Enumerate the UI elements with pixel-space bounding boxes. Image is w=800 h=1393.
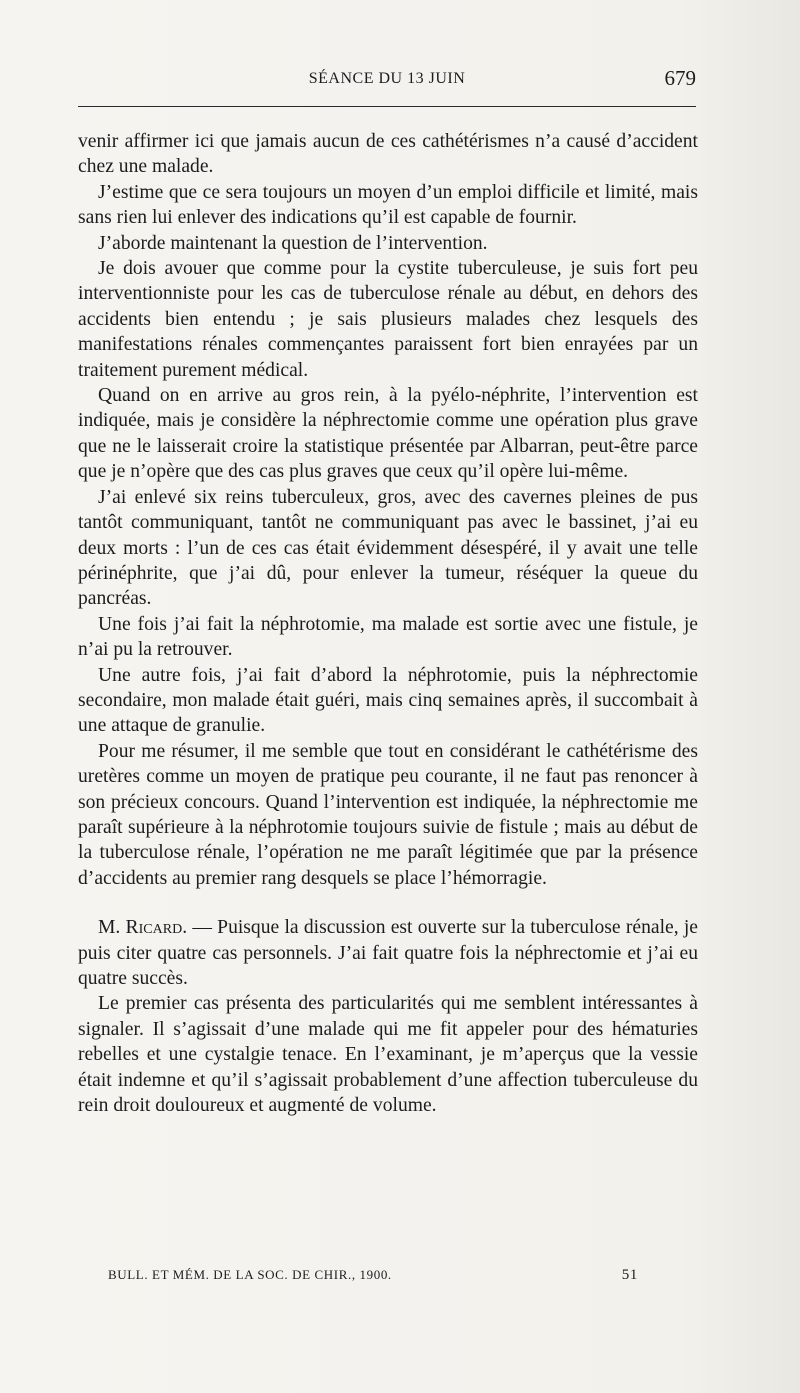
page-footer — [108, 1267, 638, 1289]
paragraph: Le premier cas présenta des particularités qui me semblent intéressantes à signaler. Il s’agissait d’une malade qui me fit appeler pour des hématuries rebelles et une cystalgie tenace. En l’examinant, je m’aperçus que la vessie était indemne et qu’il s’agissait probablement d’une affection tuberculeuse du rein droit douloureux et augmenté de volume. — [78, 993, 698, 1117]
ricard-paragraph — [78, 915, 698, 991]
header-rule — [78, 106, 696, 107]
paragraph: venir affirmer ici que jamais aucun de ces cathétérismes n’a causé d’accident chez une malade. — [78, 131, 698, 178]
paragraph: J’aborde maintenant la question de l’intervention. — [98, 232, 488, 254]
running-title: SÉANCE DU 13 JUIN — [308, 70, 466, 87]
paragraph: J’ai enlevé six reins tuberculeux, gros, avec des cavernes pleines de pus tantôt communiquant, tantôt ne communiquant pas avec le bassinet, j’ai eu deux morts : l’un de ces cas était évidemment désespéré, il y avait une telle périnéphrite, que j’ai dû, pour enlever la tumeur, réséquer la queue du pancréas. — [78, 486, 698, 610]
speaker-name: M. Ricard. — [98, 917, 188, 939]
paragraph: Une fois j’ai fait la néphrotomie, ma malade est sortie avec une fistule, je n’ai pu la retrouver. — [78, 613, 698, 661]
paragraph: Pour me résumer, il me semble que tout en considérant le cathétérisme des uretères comme un moyen de pratique peu courante, il ne faut pas renoncer à son précieux concours. Quand l’intervention est indiquée, la néphrectomie me paraît supérieure à la néphrotomie toujours suivie de fistule ; mais au début de la tuberculose rénale, l’opération ne me paraît légitimée que par la présence d’accidents au premier rang desquels se place l’hémorragie. — [78, 740, 698, 889]
signature-mark: 51 — [621, 1267, 638, 1283]
footer-source: BULL. ET MÉM. DE LA SOC. DE CHIR., 1900. — [108, 1267, 392, 1282]
paragraph: Une autre fois, j’ai fait d’abord la néphrotomie, puis la néphrectomie secondaire, mon malade était guéri, mais cinq semaines après, il succombait à une attaque de granulie. — [78, 664, 698, 737]
ricard-text: — Puisque la discussion est ouverte sur la tuberculose rénale, je puis citer quatre cas personnels. J’ai fait quatre fois la néphrectomie et j’ai eu quatre succès. — [78, 917, 698, 989]
running-header — [78, 66, 696, 96]
page-number: 679 — [664, 66, 696, 90]
paragraph: Quand on en arrive au gros rein, à la pyélo-néphrite, l’intervention est indiquée, mais je considère la néphrectomie comme une opération plus grave que ne le laisserait croire la statistique présentée par Albarran, peut-être parce que je n’opère que des cas plus graves que ceux qu’il opère lui-même. — [78, 385, 698, 483]
paragraph: Je dois avouer que comme pour la cystite tuberculeuse, je suis fort peu interventionniste pour les cas de tuberculose rénale au début, en dehors des accidents bien entendu ; je sais plusieurs malades chez lesquels des manifestations rénales commençantes paraissent fort bien enrayées par un traitement purement médical. — [78, 258, 698, 381]
body-text — [78, 129, 698, 1118]
paragraph: J’estime que ce sera toujours un moyen d’un emploi difficile et limité, mais sans rien lui enlever des indications qu’il est capable de fournir. — [78, 181, 698, 229]
